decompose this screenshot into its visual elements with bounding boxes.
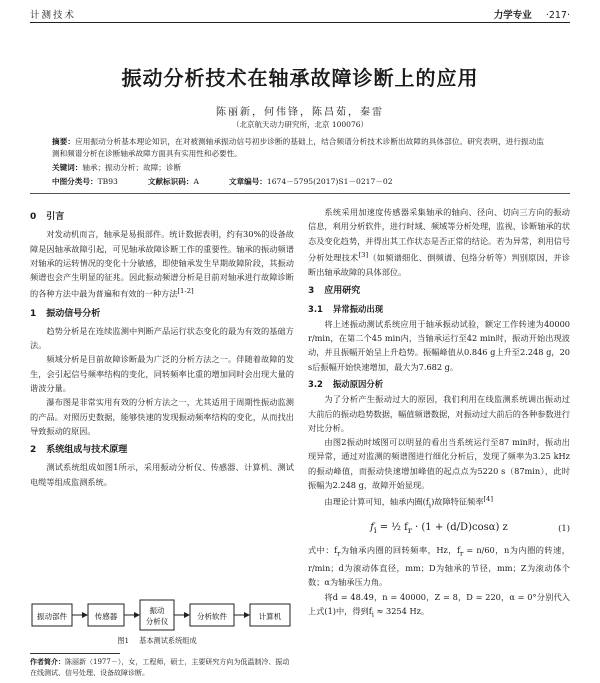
keywords-text: 轴承；振动分析；故障；诊断: [82, 163, 182, 172]
section-heading-0: 0 引言: [30, 212, 65, 222]
doc-code-label: 文献标识码：: [147, 177, 194, 186]
diagram-box-1: [88, 604, 124, 626]
subsection-heading-3-1: 3.1 异常振动出现: [308, 303, 384, 314]
equation-number: (1): [558, 523, 570, 534]
trend-paragraph: 趋势分析是在连续监测中判断产品运行状态变化的最为有效的基础方法。: [30, 325, 294, 351]
authors: 陈丽新，何伟锋，陈昌茹，秦雷: [216, 107, 384, 118]
time-domain-paragraph: 由图2振动时域图可以明显的看出当系统运行至87 min时，振动出现异常，通过对监测的频谱图进行细化分析后，发现了频率为3.25 kHz的振动峰值，而振动快速增加峰值的起点点为5220 s（87min），此时振幅为2.248 g，故障开始显现。: [308, 437, 570, 491]
abstract: [52, 136, 544, 160]
svg-text:计算机: 计算机: [258, 612, 282, 621]
right-column: [308, 205, 570, 622]
diagram-box-2: [140, 600, 174, 630]
keywords-label: 关键词：: [52, 163, 83, 172]
clc-label: 中图分类号：: [52, 177, 98, 186]
theory-paragraph: 由理论计算可知，轴承内圈$(f_i)$故障特征频率[4]: [324, 495, 494, 510]
box-label-line2: 分析仪: [145, 617, 169, 626]
box-label-line1: 振动: [149, 606, 165, 615]
system-paragraph: 测试系统组成如图1所示，采用振动分析仪、传感器、计算机、测试电缆等组成监测系统。: [30, 462, 294, 487]
system-description-paragraph: 系统采用加速度传感器采集轴承的轴向、径向、切向三方向的振动信息，利用分析软件，进行时域、频域等分析处理，监视、诊断轴承的状态及变化趋势，并得出其工作状态是否正常的结论。若为异常，利用信号分析处理技术[3]（如频谱细化、倒频谱、包络分析等）判别原因，并诊断出轴承故障的具体部位。: [308, 207, 571, 277]
section-heading-2: 2 系统组成与技术原理: [30, 445, 128, 456]
diagram-box-3: [190, 604, 234, 626]
article-number-field: [229, 176, 393, 187]
diagram-box-4: [250, 604, 290, 626]
test-system-diagram: [30, 598, 294, 634]
diagram-box-0: [32, 604, 72, 626]
figure-caption: 图1 基本测试系统组成: [117, 636, 197, 645]
clc-field: [52, 176, 118, 187]
frequency-paragraph: 频域分析是目前故障诊断最为广泛的分析方法之一。伴随着故障的发生，会引起信号频率结构的变化，同转频率比重的增加同时会出现大量的谐波分量。: [30, 354, 294, 393]
section-heading-3: 3 应用研究: [308, 286, 361, 297]
footnote-rule: [30, 653, 120, 654]
substitution-paragraph: 将d = 48.49，n = 40000，Z = 8，D = 220，α = 0°分别代入上式(1)中，得到$f_i \approx 3254$ Hz。: [308, 591, 570, 619]
section-heading-1: 1 振动信号分析: [30, 308, 101, 319]
article-number-value: 1674－5795(2017)S1－0217－02: [266, 177, 393, 186]
abstract-text: 应用振动分析基本理论知识，在对被测轴承振动信号初步诊断的基础上，结合频谱分析技术诊断出故障的具体部位。研究表明，进行振动监测和频谱分析在诊断轴承故障方面具有实用性和必要性。: [52, 137, 545, 158]
doc-code-field: [148, 176, 199, 187]
citation: [1-2]: [177, 287, 194, 296]
abstract-label: 摘要：: [52, 137, 76, 146]
svg-text:振动部件: 振动部件: [37, 612, 67, 621]
supplement-label: 力学专业: [493, 10, 532, 21]
equation-1: $f_i$ = ½ $f_r \cdot (1 + (d/D)\cos\alpha)$ z (1): [308, 513, 570, 543]
svg-text:分析软件: 分析软件: [197, 612, 227, 621]
keywords: [52, 162, 544, 173]
header-rule: [30, 22, 570, 23]
page-number: ·217·: [545, 10, 570, 21]
variable-definitions: 式中：$f_r$为轴承内圈的回转频率，Hz，$f_r = n/60$，n为内圈的转速，r/min；d为滚动体直径，mm；D为轴承的节径，mm；Z为滚动体个数；α为轴承压力角。: [308, 545, 570, 588]
citation: [4]: [483, 495, 494, 504]
clc-value: TB93: [97, 177, 118, 186]
affiliation: （北京航天动力研究所，北京 100076）: [231, 120, 368, 129]
abnormal-vibration-paragraph: 将上述振动测试系统应用于轴承振动试验，额定工作转速为40000 r/min，在第二个45 min内，当轴承运行至42 min时，振动开始出现波动，并且振幅开始呈上升趋势。振幅峰值从0.846 g上升至2.248 g，20 s后振幅开始快速增加，最大为7.682 g。: [308, 318, 570, 372]
subsection-heading-3-2: 3.2 振动原因分析: [308, 379, 384, 389]
journal-name: 计测技术: [30, 10, 77, 21]
running-header: [494, 7, 570, 21]
cause-analysis-paragraph: 为了分析产生振动过大的原因，我们利用在线监测系统调出振动过大前后的振动趋势数据，幅值频谱数据，对振动过大前后的各种参数进行对比分析。: [308, 394, 571, 433]
footnote-text: 陈丽新（1977－），女，工程师，硕士，主要研究方向为低温制冷、振动在线测试、信号处理、设备故障诊断。: [30, 658, 290, 677]
doc-code-value: A: [193, 177, 199, 186]
citation: [3]: [358, 250, 369, 259]
article-number-label: 文章编号：: [228, 177, 267, 186]
waterfall-paragraph: 瀑布图是非常实用有效的分析方法之一，尤其适用于周期性振动监测的产品。对照历史数据，能够快速的发现振动频率结构的变化，从而找出导致振动的原因。: [30, 397, 294, 436]
svg-text:传感器: 传感器: [94, 612, 118, 621]
article-meta: [52, 176, 560, 187]
intro-paragraph: 对发动机而言，轴承是易损部件。统计数据表明，约有30%的设备故障是因轴承故障引起，可见轴承故障诊断工作的重要性。轴承的振动频谱对轴承的运转情况的变化十分敏感，即使轴承发生早期故障阶段，其振动频谱也会产生明显的征兆。因此振动频谱分析是目前对轴承进行故障诊断的各种方法中最为普遍和有效的一种方法[1-2]: [30, 229, 294, 300]
author-footnote: [30, 657, 296, 679]
footnote-label: 作者简介：: [30, 658, 65, 666]
left-column: [30, 205, 294, 489]
abstract-rule: [30, 193, 570, 194]
paper-title: 振动分析技术在轴承故障诊断上的应用: [121, 66, 479, 90]
